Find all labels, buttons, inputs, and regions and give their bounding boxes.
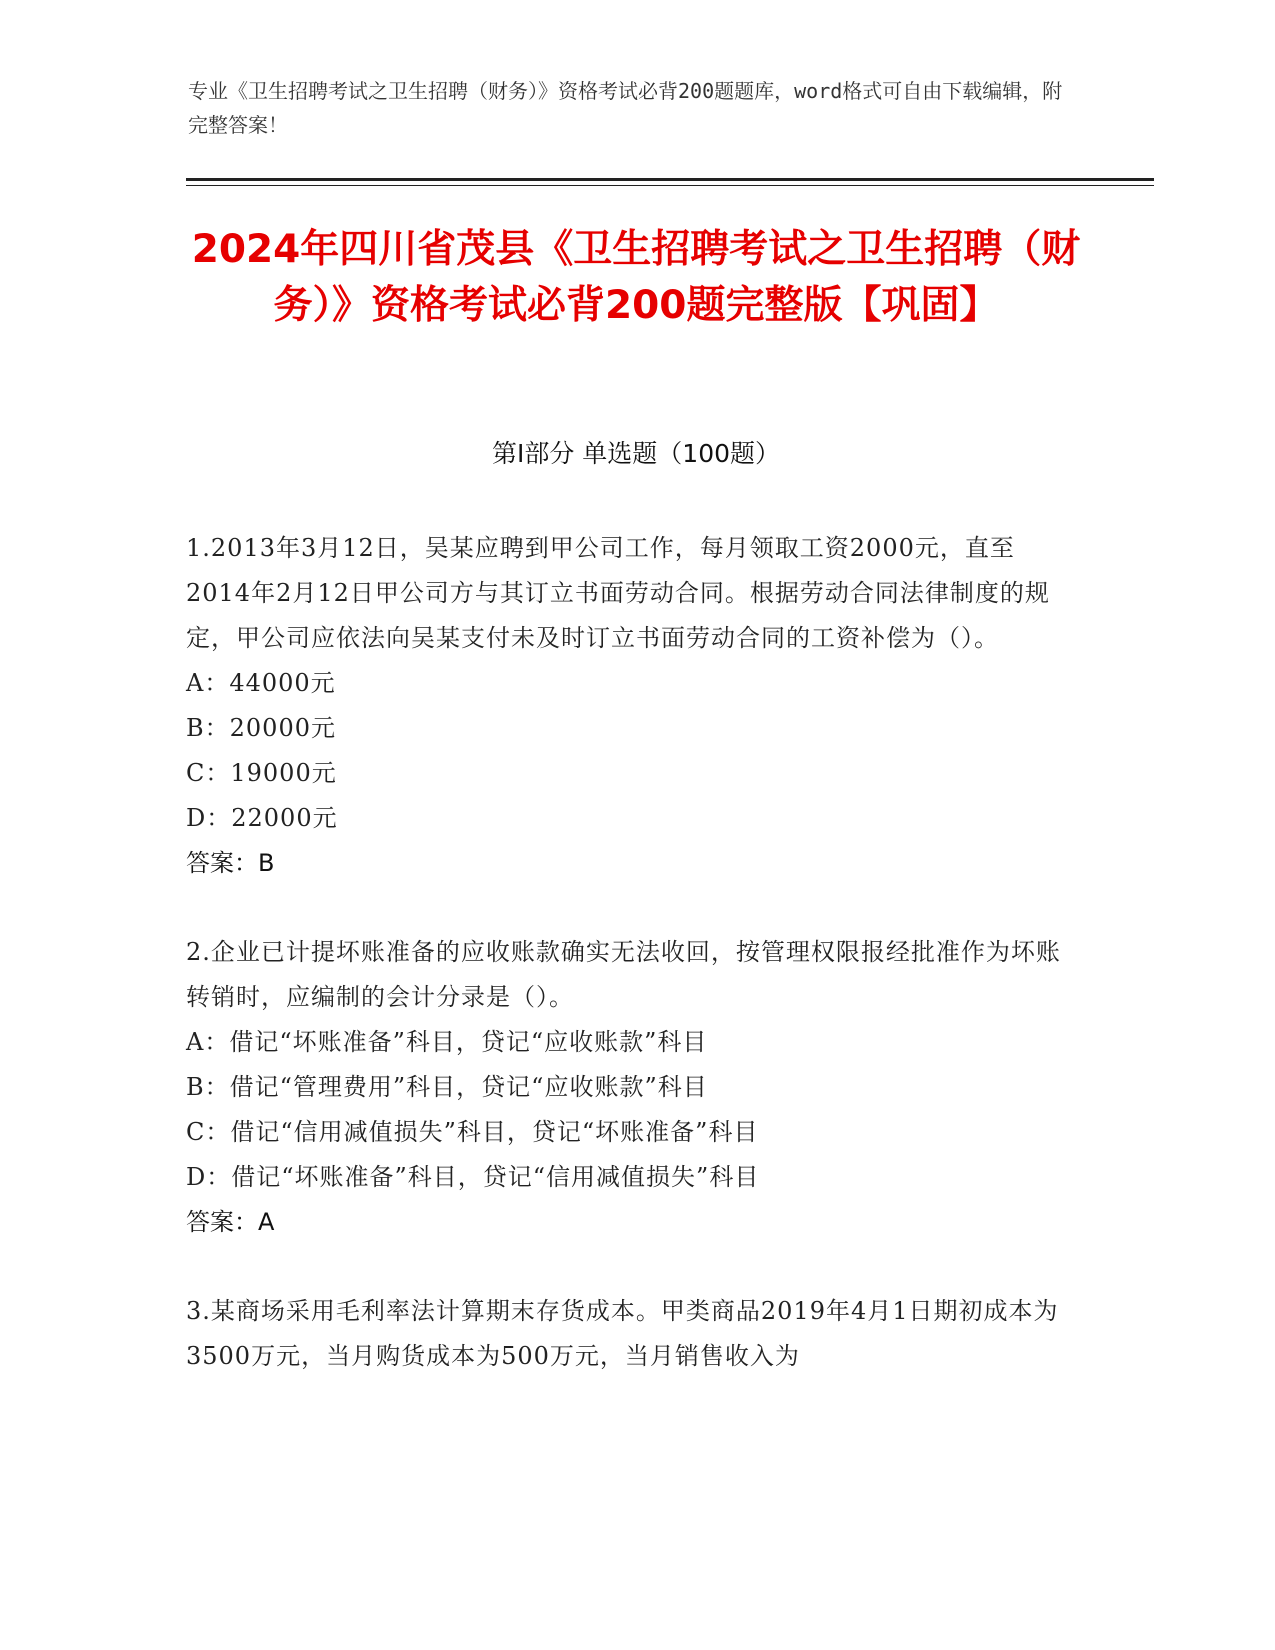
question-1 — [186, 526, 1066, 886]
answer-line: 答案：A — [186, 1208, 275, 1236]
header-rule-thick — [186, 178, 1154, 181]
option-b: B：20000元 — [186, 714, 336, 742]
question-text: 3.某商场采用毛利率法计算期末存货成本。甲类商品2019年4月1日期初成本为3500万元，当月购货成本为500万元，当月销售收入为 — [186, 1297, 1059, 1370]
question-list — [186, 526, 1066, 1423]
option-b: B：借记“管理费用”科目，贷记“应收账款”科目 — [186, 1073, 708, 1101]
question-2 — [186, 930, 1066, 1245]
section-title: 第I部分 单选题（100题） — [491, 439, 781, 468]
header-note: 专业《卫生招聘考试之卫生招聘（财务）》资格考试必背200题题库，word格式可自由下载编辑，附完整答案！ — [188, 79, 1063, 137]
option-a: A：借记“坏账准备”科目，贷记“应收账款”科目 — [186, 1028, 708, 1056]
option-c: C：19000元 — [186, 759, 337, 787]
question-text: 2.企业已计提坏账准备的应收账款确实无法收回，按管理权限报经批准作为坏账转销时，应编制的会计分录是（）。 — [186, 938, 1061, 1011]
option-c: C：借记“信用减值损失”科目，贷记“坏账准备”科目 — [186, 1118, 759, 1146]
answer-line: 答案：B — [186, 849, 275, 877]
question-text: 1.2013年3月12日，吴某应聘到甲公司工作，每月领取工资2000元，直至2014年2月12日甲公司方与其订立书面劳动合同。根据劳动合同法律制度的规定，甲公司应依法向吴某支付未及时订立书面劳动合同的工资补偿为（）。 — [186, 534, 1050, 652]
option-d: D：借记“坏账准备”科目，贷记“信用减值损失”科目 — [186, 1163, 760, 1191]
header-rule-thin — [186, 185, 1154, 186]
question-3 — [186, 1289, 1066, 1379]
option-d: D：22000元 — [186, 804, 338, 832]
document-title: 2024年四川省茂县《卫生招聘考试之卫生招聘（财务）》资格考试必背200题完整版【巩固】 — [191, 227, 1081, 328]
option-a: A：44000元 — [186, 669, 336, 697]
